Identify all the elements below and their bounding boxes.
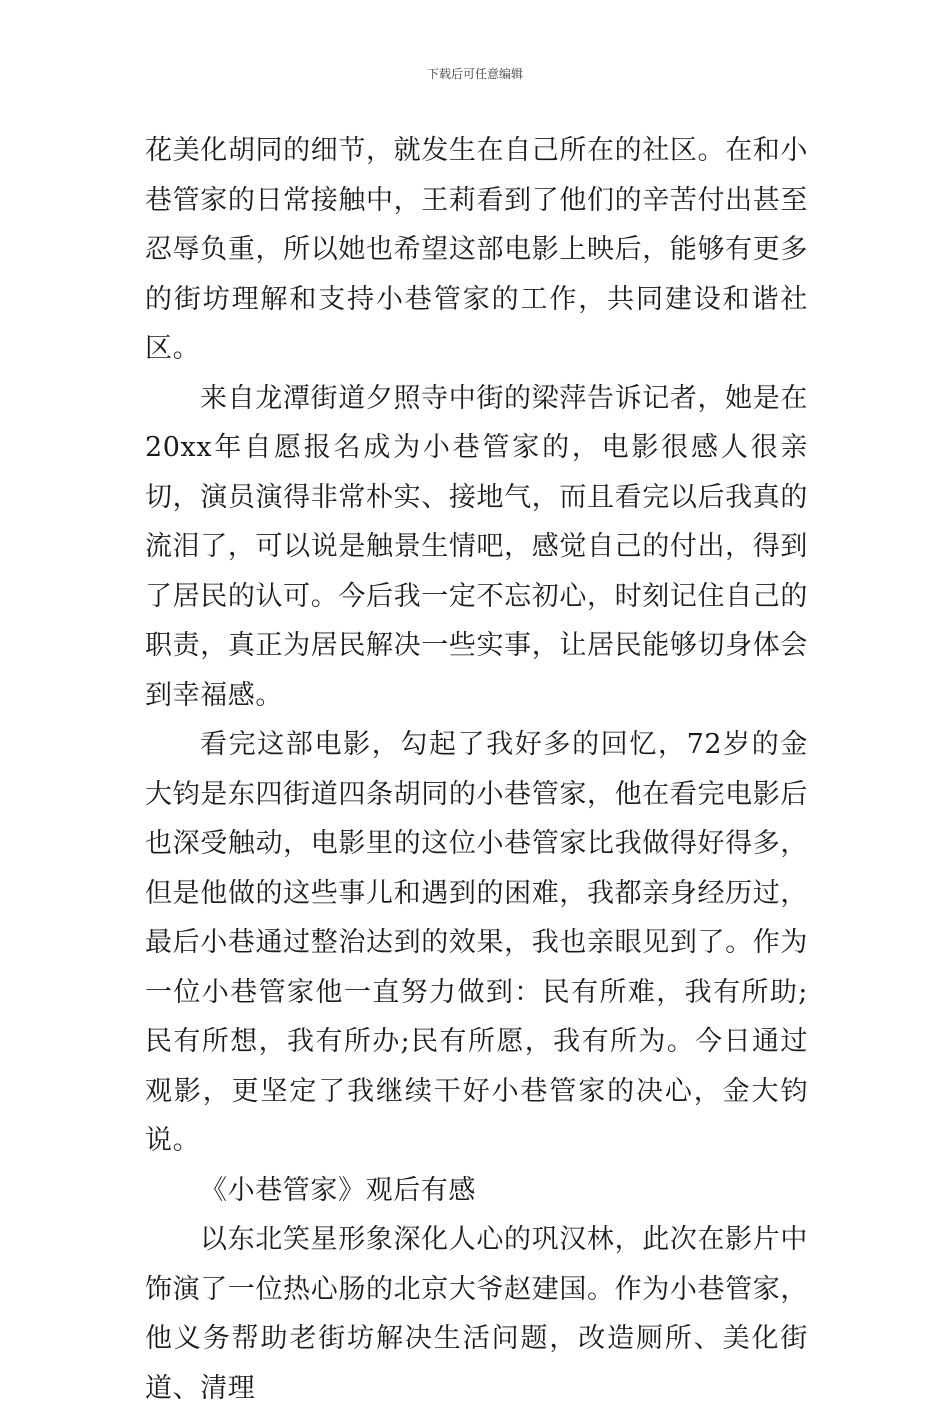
paragraph-3: 看完这部电影，勾起了我好多的回忆，72岁的金大钧是东四街道四条胡同的小巷管家，他在看完电影后也深受触动，电影里的这位小巷管家比我做得好得多，但是他做的这些事儿和遇到的困难，我都亲身经历过，最后小巷通过整治达到的效果，我也亲眼见到了。作为一位小巷管家他一直努力做到：民有所难，我有所助;民有所想，我有所办;民有所愿，我有所为。今日通过观影，更坚定了我继续干好小巷管家的决心，金大钧说。 <box>145 729 808 1156</box>
document-body <box>145 126 808 1413</box>
paragraph-1: 花美化胡同的细节，就发生在自己所在的社区。在和小巷管家的日常接触中，王莉看到了他们的辛苦付出甚至忍辱负重，所以她也希望这部电影上映后，能够有更多的街坊理解和支持小巷管家的工作，共同建设和谐社区。 <box>145 135 808 364</box>
header-note: 下载后可任意编辑 <box>426 67 523 81</box>
section-heading: 《小巷管家》观后有感 <box>200 1174 476 1206</box>
page-header <box>0 66 950 82</box>
paragraph-4: 以东北笑星形象深化人心的巩汉林，此次在影片中饰演了一位热心肠的北京大爷赵建国。作为小巷管家，他义务帮助老街坊解决生活问题，改造厕所、美化街道、清理 <box>145 1224 808 1404</box>
paragraph-2: 来自龙潭街道夕照寺中街的梁萍告诉记者，她是在20xx年自愿报名成为小巷管家的，电影很感人很亲切，演员演得非常朴实、接地气，而且看完以后我真的流泪了，可以说是触景生情吧，感觉自己的付出，得到了居民的认可。今后我一定不忘初心，时刻记住自己的职责，真正为居民解决一些实事，让居民能够切身体会到幸福感。 <box>145 382 808 711</box>
